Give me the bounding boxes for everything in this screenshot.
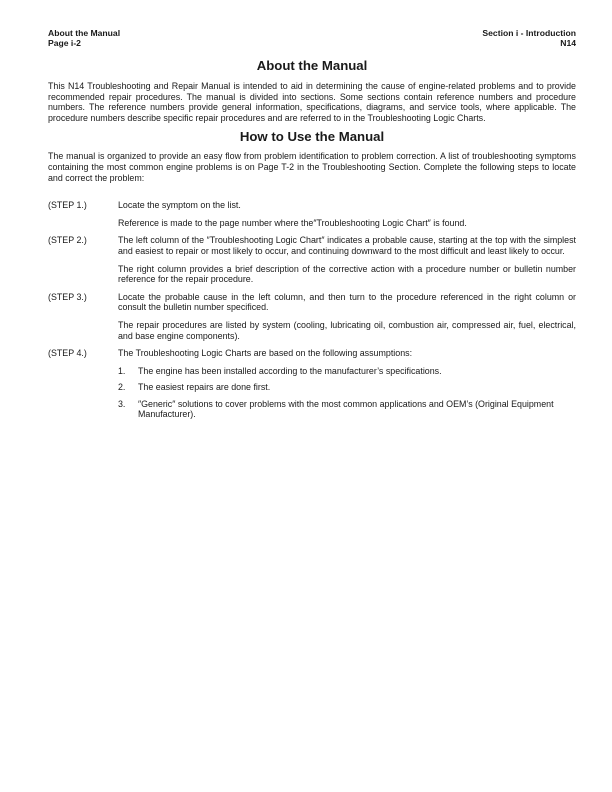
assumption-number: 1.: [118, 365, 126, 376]
howto-paragraph: The manual is organized to provide an easy flow from problem identification to problem correction. A list of troubleshooting symptoms containing the most common engine problems is on Page T-2 in the Troubleshooting Section. Complete the following steps to locate and correct the problem:: [48, 151, 576, 183]
step-label: (STEP 2.): [48, 235, 87, 246]
howto-heading: How to Use the Manual: [239, 129, 385, 145]
step-label: (STEP 1.): [48, 200, 87, 211]
header-model: N14: [560, 38, 576, 48]
step-text: The Troubleshooting Logic Charts are based on the following assumptions:: [118, 348, 413, 359]
header-left: [48, 28, 120, 48]
assumptions-list: [118, 366, 576, 420]
step-extra: Reference is made to the page number where the″Troubleshooting Logic Chart″ is found.: [118, 217, 467, 228]
step-4: [48, 348, 576, 359]
assumption-text: The easiest repairs are done first.: [138, 382, 271, 393]
assumption-item: [118, 366, 576, 377]
manual-page: [48, 28, 576, 426]
step-label: (STEP 4.): [48, 348, 87, 359]
header-section: Section i - Introduction: [482, 28, 576, 38]
step-text: Locate the probable cause in the left column, and then turn to the procedure referenced in the right column or consult the bulletin number specificed.: [118, 291, 576, 313]
about-paragraph: This N14 Troubleshooting and Repair Manual is intended to aid in determining the cause of engine-related problems and to provide recommended repair procedures. The manual is divided into sections. Some sections contain reference numbers and procedure numbers. The reference numbers provide general information, specifications, diagrams, and service tools, where applicable. The procedure numbers describe specific repair procedures and are referred to in the Troubleshooting Logic Charts.: [48, 81, 576, 123]
step-2: [48, 235, 576, 284]
steps-list: [48, 200, 576, 420]
step-content: [118, 200, 576, 228]
about-heading: About the Manual: [256, 58, 368, 73]
step-1: [48, 200, 576, 228]
step-extra: The right column provides a brief description of the corrective action with a procedure number or bulletin number reference for the repair procedure.: [118, 263, 576, 285]
header-manual-title: About the Manual: [48, 28, 121, 38]
step-content: [118, 235, 576, 284]
assumption-number: 3.: [118, 398, 126, 409]
assumption-item: [118, 382, 576, 393]
step-text: The left column of the ″Troubleshooting Logic Chart″ indicates a probable cause, starting at the top with the simplest and easiest to repair or most likely to occur, and continuing downward to the most difficult and least likely to occur.: [118, 235, 576, 256]
step-text: Locate the symptom on the list.: [118, 200, 241, 211]
assumption-number: 2.: [118, 382, 126, 393]
page-header: [48, 28, 576, 48]
step-label: (STEP 3.): [48, 291, 87, 302]
assumption-item: [118, 399, 576, 420]
assumption-text: The engine has been installed according to the manufacturer’s specifications.: [138, 365, 442, 376]
assumption-text: ″Generic″ solutions to cover problems with the most common applications and OEM’s (Original Equipment Manufacturer).: [138, 398, 554, 420]
header-page-number: Page i-2: [48, 38, 81, 48]
step-extra: The repair procedures are listed by system (cooling, lubricating oil, combustion air, compressed air, fuel, electrical, and base engine components).: [118, 319, 576, 341]
step-3: [48, 292, 576, 341]
header-right: [482, 28, 576, 48]
step-content: [118, 348, 576, 359]
step-content: [118, 292, 576, 341]
